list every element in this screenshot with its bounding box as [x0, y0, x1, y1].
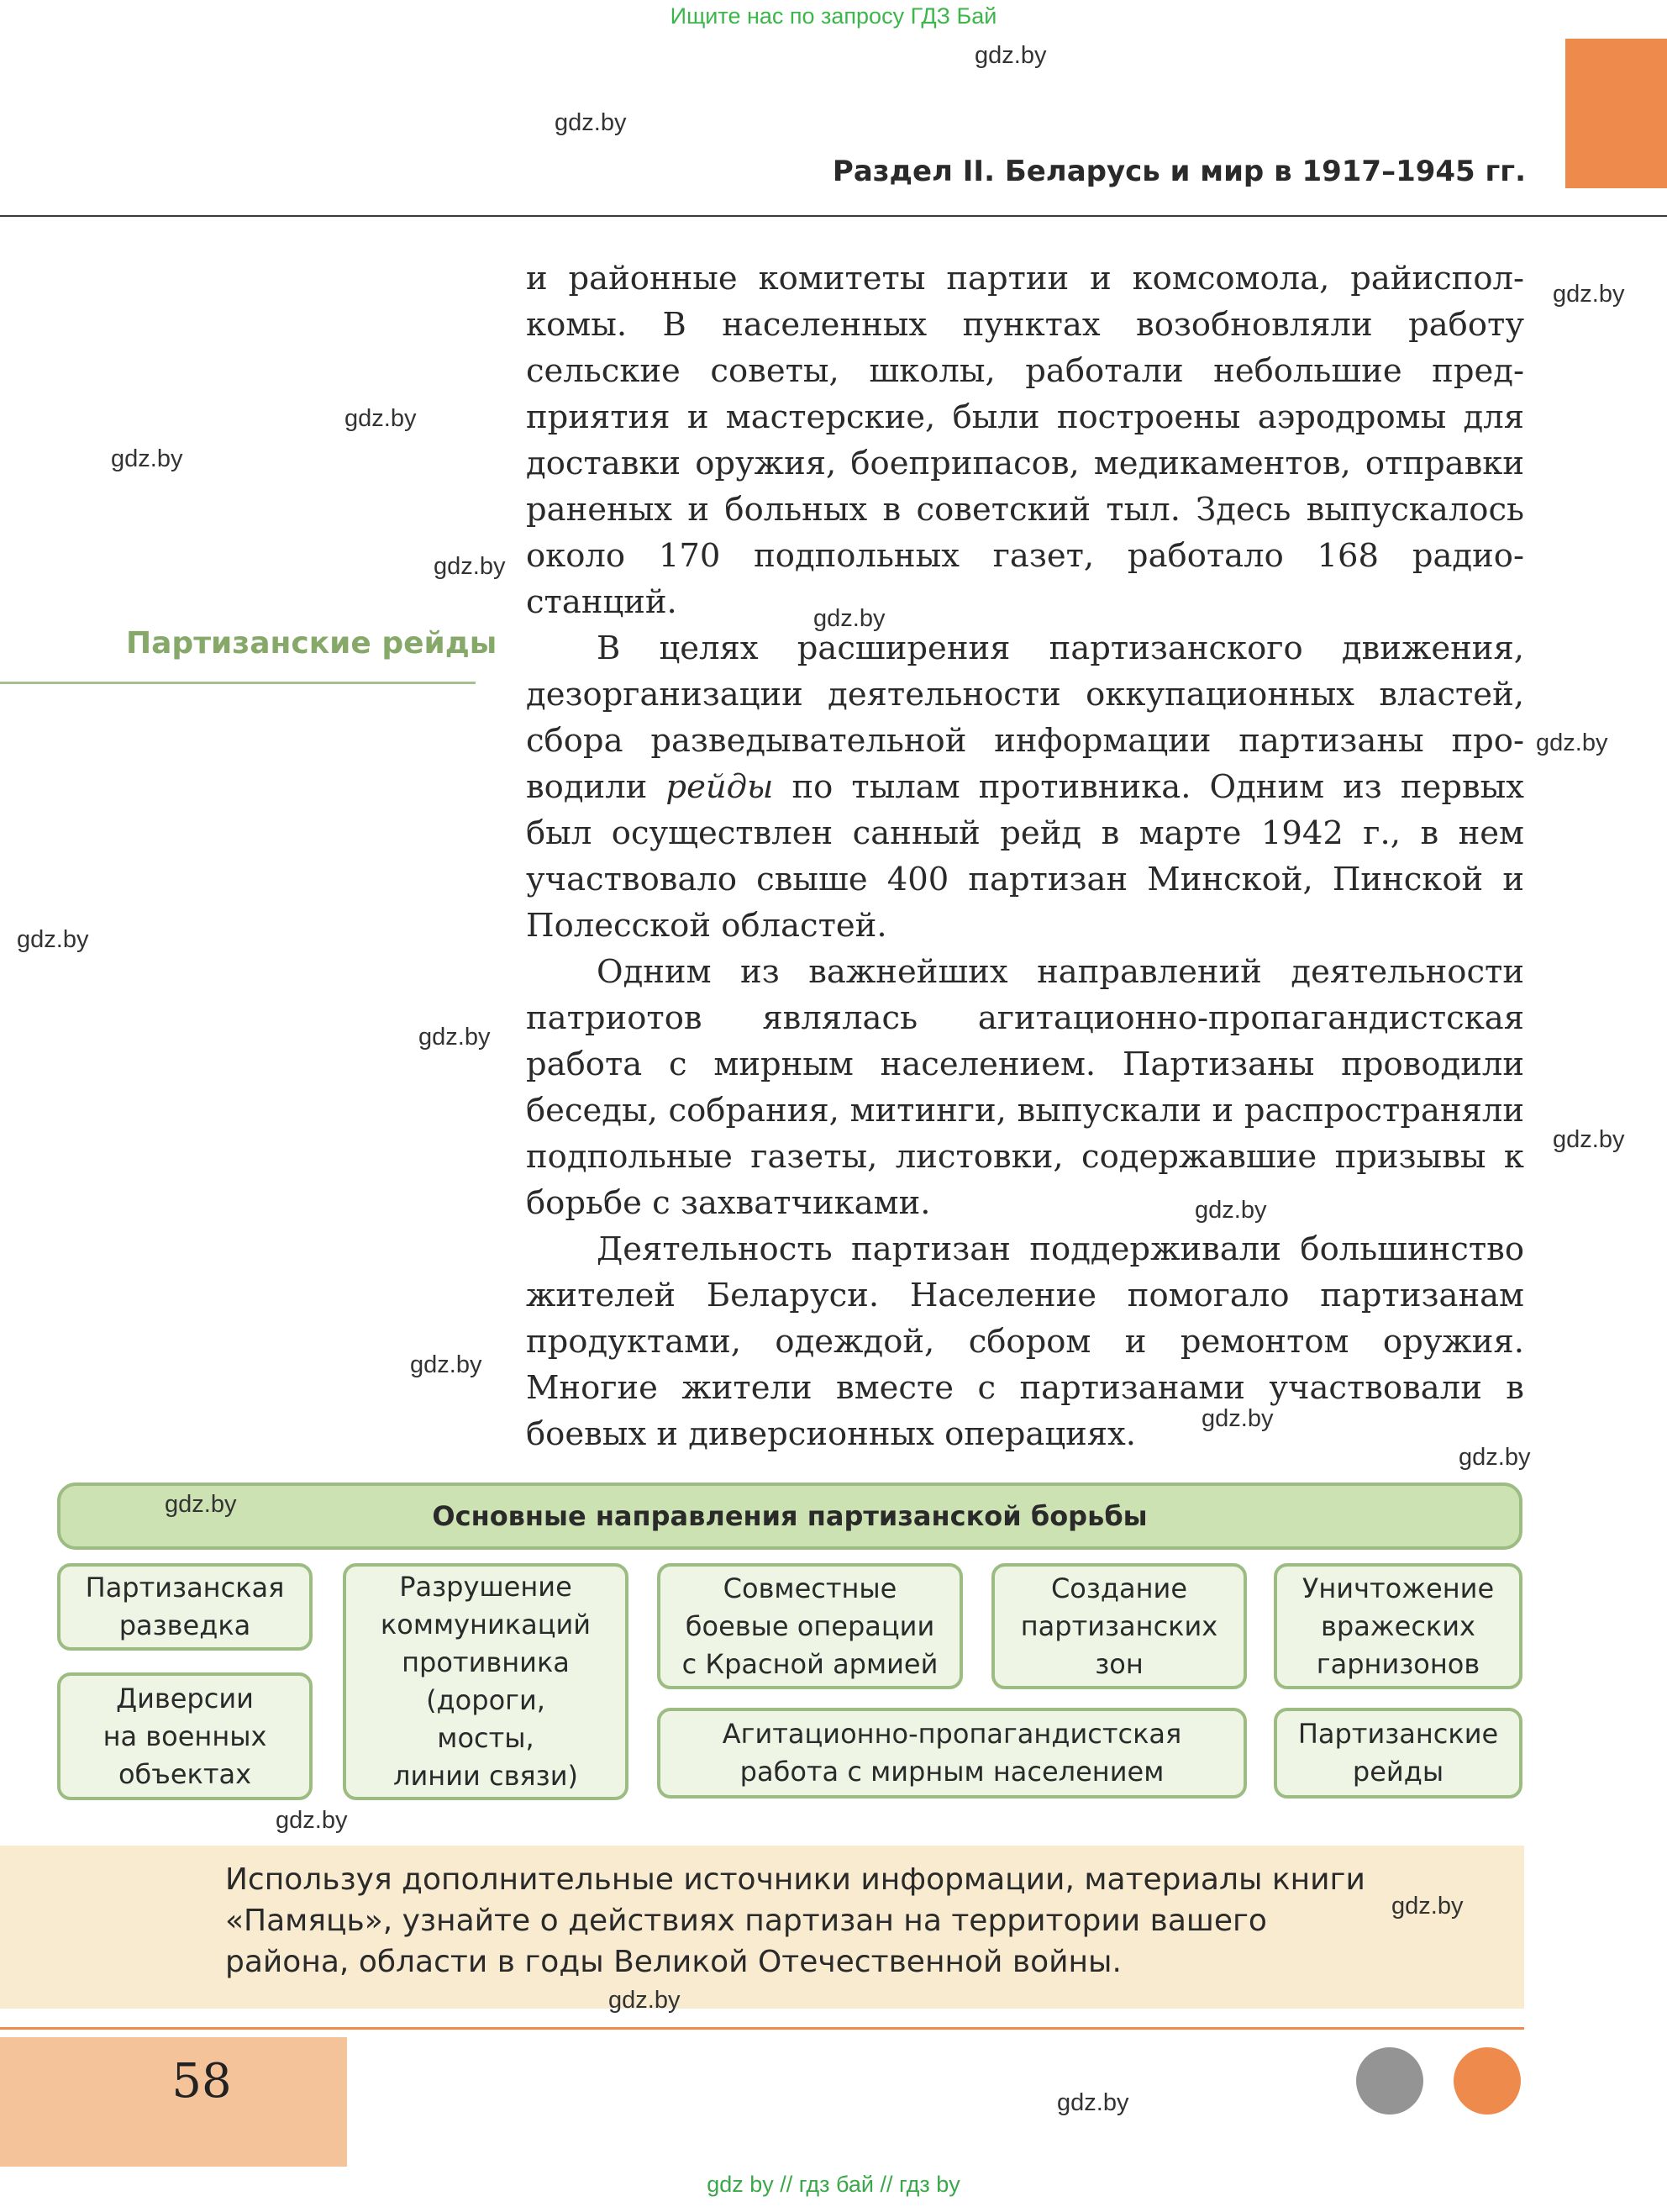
top-notice[interactable]: Ищите нас по запросу ГДЗ Бай — [670, 3, 997, 29]
paragraph-text: В целях расширения партизанского движения, дезорганизации деятельности оккупационных властей, сбора разведывательной информации партизаны проводили — [526, 629, 1524, 806]
section-title: Раздел II. Беларусь и мир в 1917–1945 гг. — [832, 155, 1526, 188]
watermark: gdz.by — [1202, 1405, 1274, 1432]
watermark: gdz.by — [1553, 1126, 1625, 1153]
watermark: gdz.by — [17, 926, 89, 953]
watermark: gdz.by — [344, 405, 417, 432]
watermark: gdz.by — [434, 553, 506, 580]
main-text — [526, 255, 1524, 1457]
diagram-box-communications — [343, 1563, 628, 1800]
diagram-box-partisan-zones — [991, 1563, 1247, 1689]
diagram-box-label: Диверсии на военных объектах — [103, 1682, 267, 1790]
paragraph: Одним из важнейших направлений деятельности патриотов являлась агитационно-пропагандистская работа с мирным населением. Партизаны проводили беседы, собрания, митинги, выпускали и распространяли подпольные газеты, листовки, содержавшие призывы к борьбе с захватчиками. — [526, 953, 1524, 1222]
diagram-box-label: Партизанские рейды — [1297, 1718, 1499, 1788]
watermark: gdz.by — [1057, 2089, 1129, 2116]
emphasized-term: рейды — [665, 768, 774, 806]
watermark: gdz.by — [276, 1807, 348, 1834]
paragraph — [526, 625, 1524, 949]
diagram-box-label: Уничтожение вражеских гарнизонов — [1302, 1572, 1495, 1680]
footer-links[interactable]: gdz by // гдз бай // гдз by — [707, 2172, 960, 2197]
section-color-tab — [1565, 39, 1667, 188]
watermark: gdz.by — [111, 445, 183, 472]
paragraph: Деятельность партизан поддерживали большинство жителей Беларуси. Население помогало партизанам продуктами, одеждой, сбором и ремонтом оружия. Многие жители вместе с партизанами участвовали в боевых и диверсионных операциях. — [526, 1230, 1524, 1453]
diagram-title — [57, 1483, 1522, 1550]
diagram-box-label: Совместные боевые операции с Красной армией — [681, 1572, 939, 1680]
diagram-box-garrisons — [1274, 1563, 1522, 1689]
diagram-box-intelligence — [57, 1563, 313, 1651]
diagram-title-text: Основные направления партизанской борьбы — [432, 1499, 1148, 1532]
header-divider — [0, 215, 1667, 217]
diagram-box-raids — [1274, 1708, 1522, 1799]
watermark: gdz.by — [555, 109, 627, 136]
diagram-box-agitation — [657, 1708, 1247, 1799]
watermark: gdz.by — [1553, 281, 1625, 308]
watermark: gdz.by — [1536, 729, 1608, 756]
watermark: gdz.by — [418, 1024, 491, 1051]
watermark: gdz.by — [608, 1987, 681, 2014]
watermark: gdz.by — [410, 1351, 482, 1378]
watermark: gdz.by — [975, 42, 1047, 69]
diagram-box-joint-operations — [657, 1563, 963, 1689]
watermark: gdz.by — [1459, 1444, 1531, 1471]
task-text: Используя дополнительные источники информации, материалы книги «Памяць», узнайте о действиях партизан на территории вашего района, области в годы Великой Отечественной войны. — [225, 1862, 1365, 1979]
page-number: 58 — [171, 2054, 232, 2109]
diagram-box-label: Агитационно-пропагандистская работа с мирным населением — [722, 1718, 1182, 1788]
paragraph-text: по тылам противника. Одним из первых был осуществлен санный рейд в марте 1942 г., в нем участвовало свыше 400 партизан Минской, Пинской и Полесской областей. — [526, 768, 1525, 945]
decorative-dot-gray — [1356, 2047, 1423, 2115]
paragraph: и районные комитеты партии и комсомола, райисполкомы. В населенных пунктах возобновляли работу сельские советы, школы, работали небольшие предприятия и мастерские, были построены аэродромы для доставки оружия, боеприпасов, медикаментов, отправки раненых и больных в советский тыл. Здесь выпускалось около 170 подпольных газет, работало 168 радиостанций. — [526, 260, 1524, 621]
watermark: gdz.by — [813, 605, 886, 632]
diagram-box-sabotage — [57, 1672, 313, 1800]
footer-divider — [0, 2027, 1524, 2030]
diagram-box-label: Создание партизанских зон — [1020, 1572, 1218, 1680]
watermark: gdz.by — [165, 1491, 237, 1518]
decorative-dot-orange — [1454, 2047, 1521, 2115]
diagram-box-label: Партизанская разведка — [85, 1572, 285, 1641]
diagram-box-label: Разрушение коммуникаций противника (дороги, мосты, линии связи) — [380, 1571, 592, 1792]
side-heading-divider — [0, 682, 476, 684]
side-heading: Партизанские рейды — [126, 626, 497, 661]
watermark: gdz.by — [1391, 1893, 1464, 1920]
watermark: gdz.by — [1195, 1197, 1267, 1224]
